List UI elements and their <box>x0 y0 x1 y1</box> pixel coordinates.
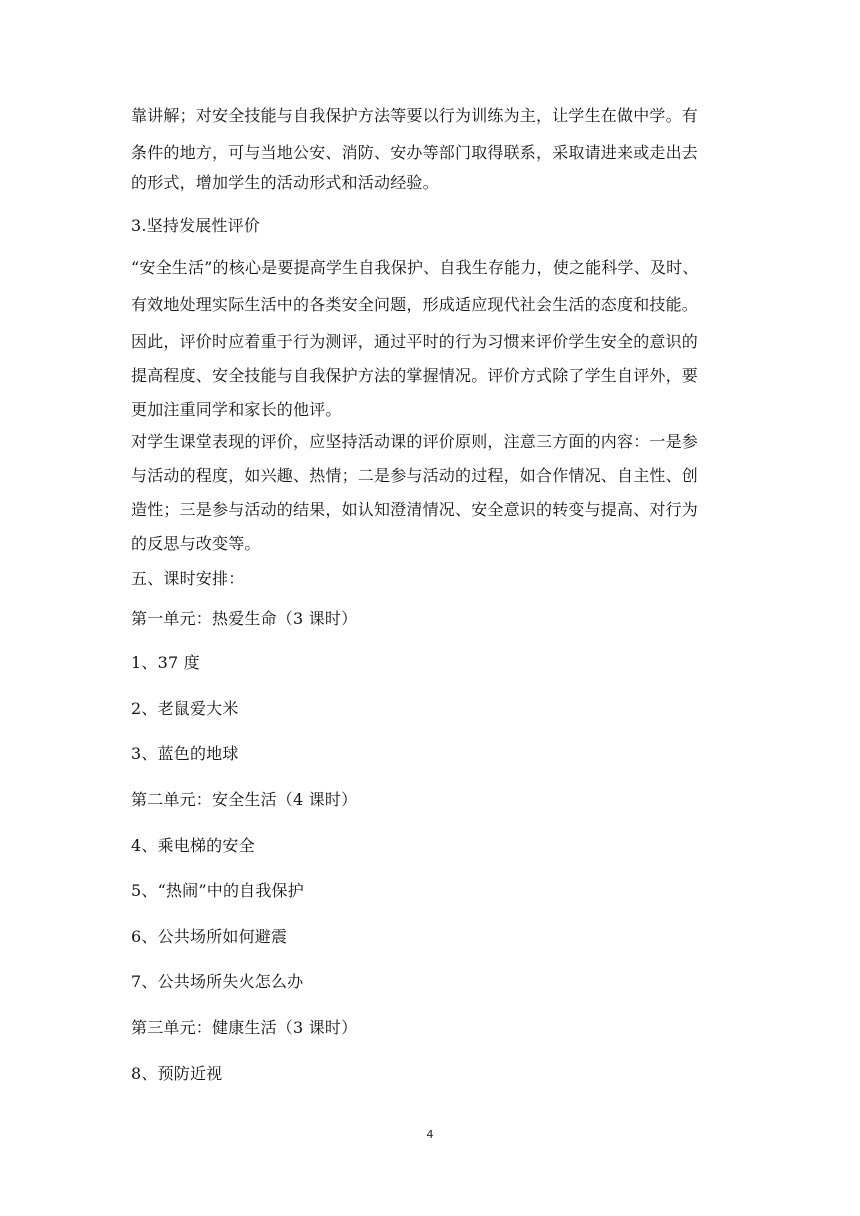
section-heading: 3.坚持发展性评价 <box>131 216 261 235</box>
paragraph-line: “安全生活”的核心是要提高学生自我保护、自我生存能力，使之能科学、及时、 <box>131 258 699 277</box>
unit-heading: 第二单元：安全生活（4 课时） <box>131 790 358 809</box>
paragraph-line: 靠讲解；对安全技能与自我保护方法等要以行为训练为主，让学生在做中学。有 <box>131 106 699 125</box>
list-item: 4、乘电梯的安全 <box>131 836 255 855</box>
unit-heading: 第一单元：热爱生命（3 课时） <box>131 609 358 628</box>
list-item: 7、公共场所失火怎么办 <box>131 972 304 991</box>
list-item: 1、37 度 <box>131 653 200 672</box>
paragraph-line: 更加注重同学和家长的他评。 <box>131 400 342 419</box>
paragraph-line: 对学生课堂表现的评价，应坚持活动课的评价原则，注意三方面的内容：一是参 <box>131 432 699 451</box>
paragraph-line: 条件的地方，可与当地公安、消防、安办等部门取得联系，采取请进来或走出去 <box>131 143 699 162</box>
paragraph-line: 有效地处理实际生活中的各类安全问题，形成适应现代社会生活的态度和技能。 <box>131 295 699 314</box>
paragraph-line: 因此，评价时应着重于行为测评，通过平时的行为习惯来评价学生安全的意识的 <box>131 332 699 351</box>
list-item: 3、蓝色的地球 <box>131 744 239 763</box>
unit-heading: 第三单元：健康生活（3 课时） <box>131 1018 358 1037</box>
paragraph-line: 与活动的程度，如兴趣、热情；二是参与活动的过程，如合作情况、自主性、创 <box>131 466 699 485</box>
list-item: 6、公共场所如何避震 <box>131 927 288 946</box>
paragraph-line: 提高程度、安全技能与自我保护方法的掌握情况。评价方式除了学生自评外，要 <box>131 366 699 385</box>
paragraph-line: 的形式，增加学生的活动形式和活动经验。 <box>131 173 439 192</box>
paragraph-line: 造性；三是参与活动的结果，如认知澄清情况、安全意识的转变与提高、对行为 <box>131 500 699 519</box>
list-item: 2、老鼠爱大米 <box>131 699 239 718</box>
section-heading: 五、课时安排： <box>131 569 245 588</box>
page-number: 4 <box>426 1128 434 1141</box>
paragraph-line: 的反思与改变等。 <box>131 534 261 553</box>
list-item: 8、预防近视 <box>131 1064 223 1083</box>
list-item: 5、“热闹”中的自我保护 <box>131 881 304 900</box>
